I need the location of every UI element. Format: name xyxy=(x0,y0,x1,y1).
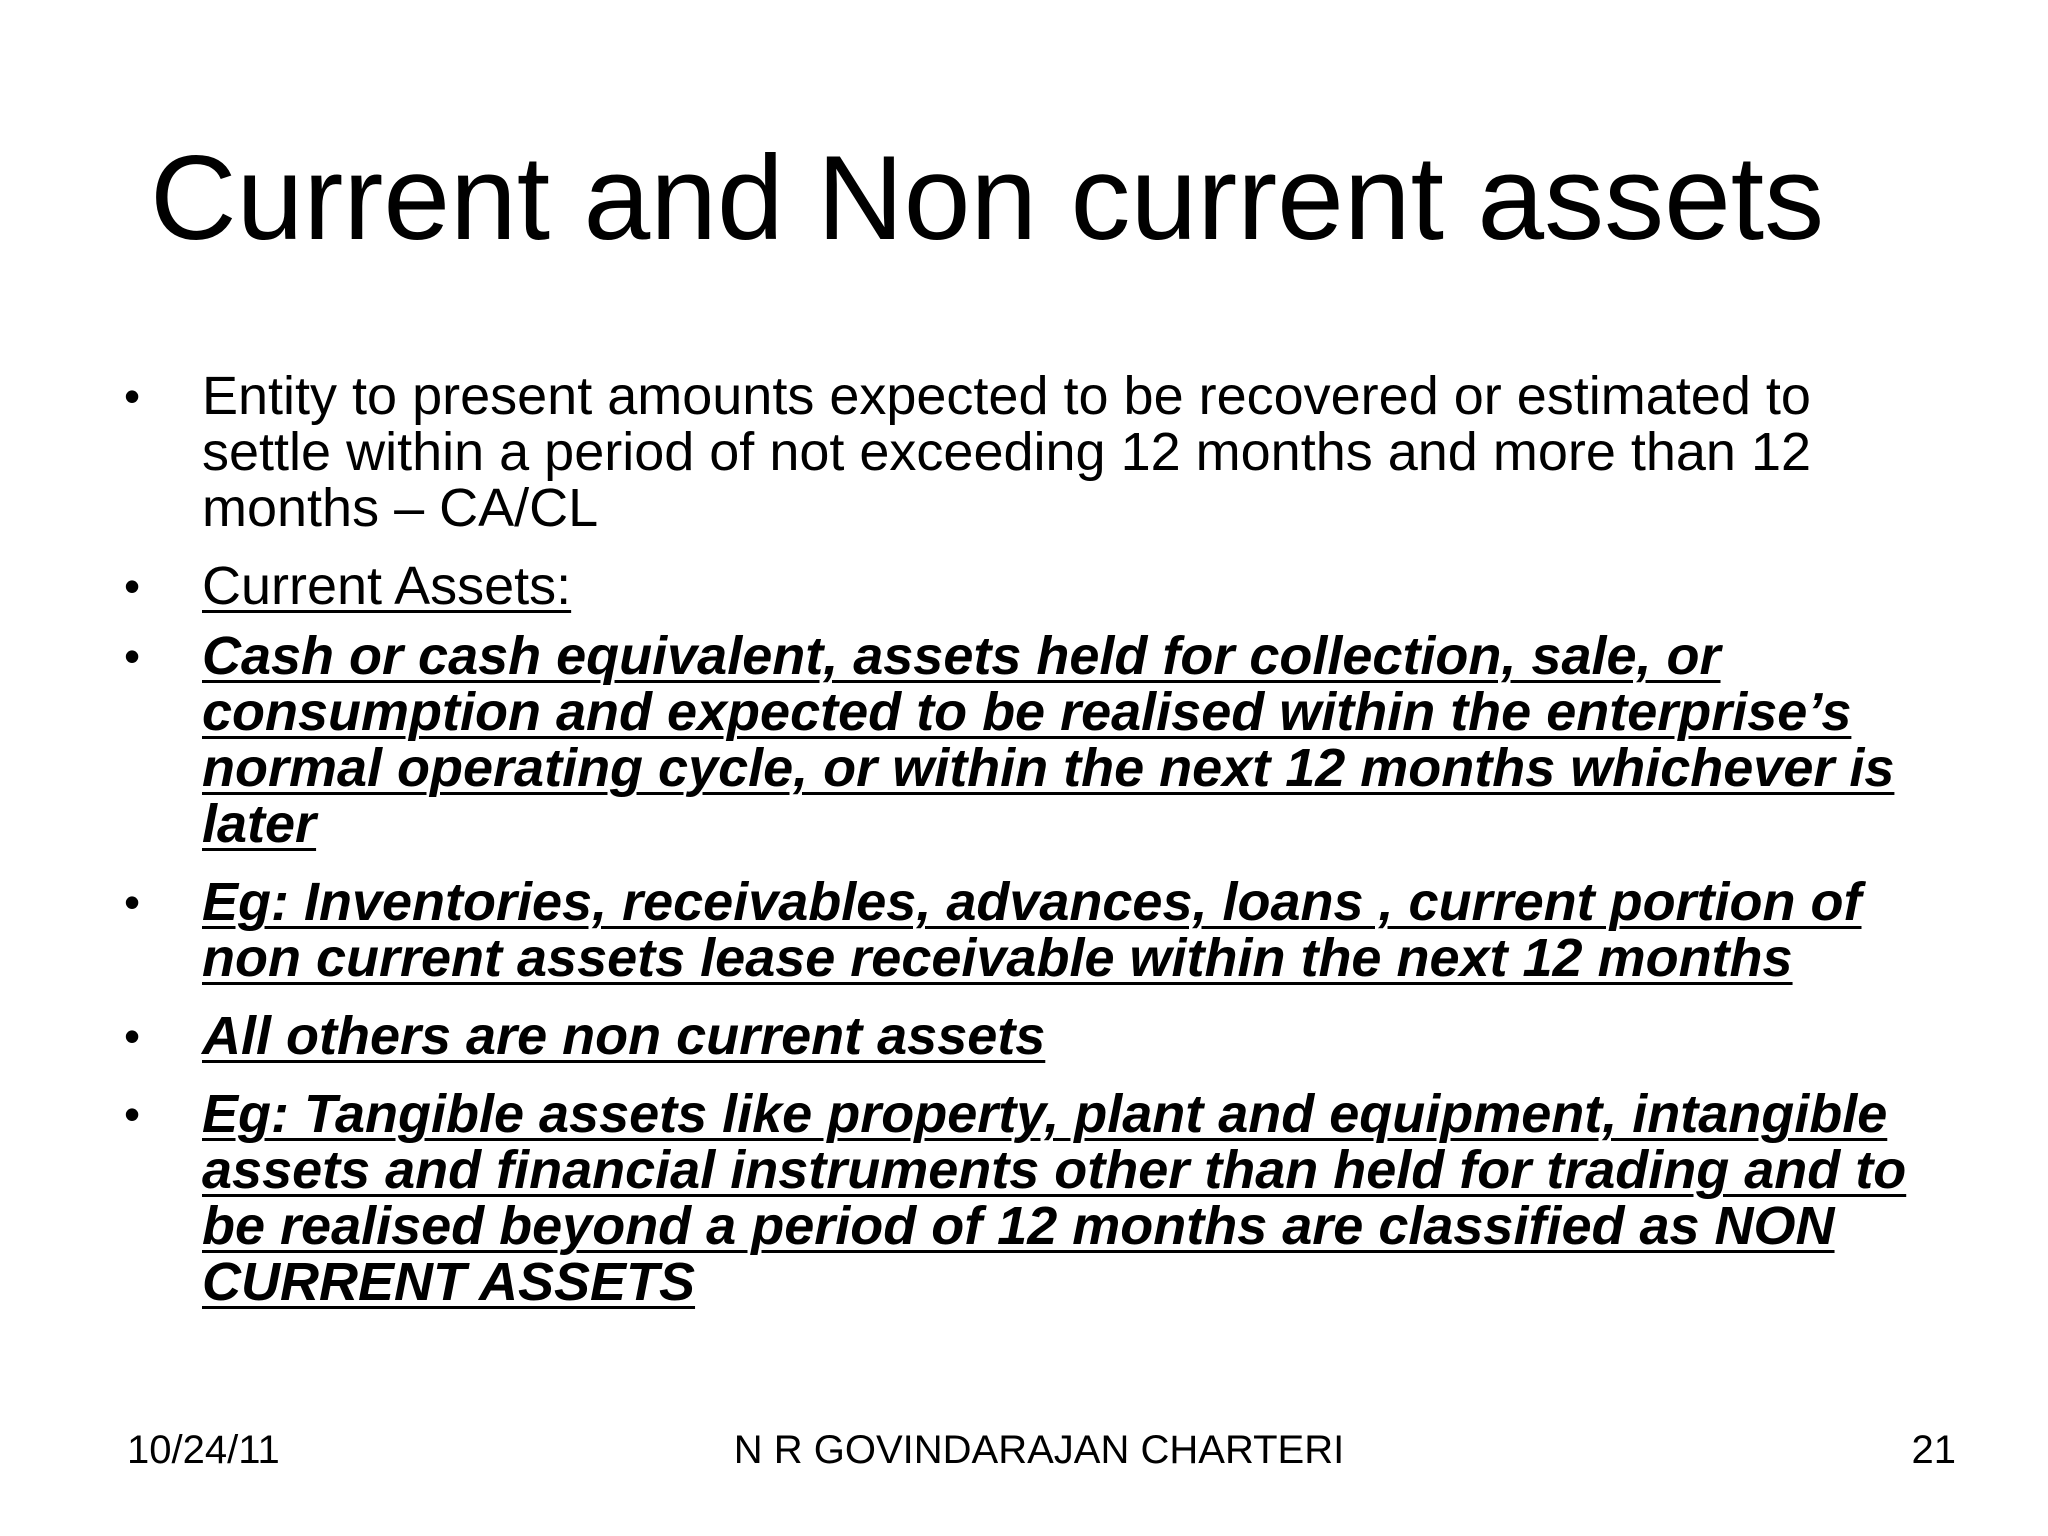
bullet-text: Current Assets: xyxy=(202,556,572,616)
bullet-item xyxy=(120,1008,1940,1064)
bullet-text: Cash or cash equivalent, assets held for collection, sale, or consumption and expected to be realised within the enterprise’s normal operating cycle, or within the next 12 months whichever is later xyxy=(202,626,1895,854)
bullet-text: Eg: Inventories, receivables, advances, loans , current portion of non current assets lease receivable within the next 12 months xyxy=(202,872,1862,988)
bullet-dot-icon: • xyxy=(124,560,141,612)
bullet-item xyxy=(120,874,1940,986)
bullet-item xyxy=(120,628,1940,852)
bullet-item xyxy=(120,368,1940,536)
footer-page-number: 21 xyxy=(1911,1428,1956,1472)
footer-date: 10/24/11 xyxy=(127,1428,280,1472)
bullet-text: All others are non current assets xyxy=(202,1006,1046,1066)
bullet-text: Eg: Tangible assets like property, plant and equipment, intangible assets and financial instruments other than held for trading and to be realised beyond a period of 12 months are classified as NON CURRENT ASSETS xyxy=(202,1084,1907,1312)
bullet-dot-icon: • xyxy=(124,876,141,928)
bullet-dot-icon: • xyxy=(124,1010,141,1062)
bullet-text: Entity to present amounts expected to be recovered or estimated to settle within a period of not exceeding 12 months and more than 12 months – CA/CL xyxy=(202,366,1812,538)
bullet-dot-icon: • xyxy=(124,1088,141,1140)
footer-author: N R GOVINDARAJAN CHARTERI xyxy=(733,1428,1345,1472)
slide-title: Current and Non current assets xyxy=(150,131,1825,265)
bullet-dot-icon: • xyxy=(124,630,141,682)
bullet-dot-icon: • xyxy=(124,370,141,422)
bullet-item xyxy=(120,1086,1940,1310)
bullet-item xyxy=(120,558,1940,614)
bullet-list xyxy=(120,368,1940,1324)
